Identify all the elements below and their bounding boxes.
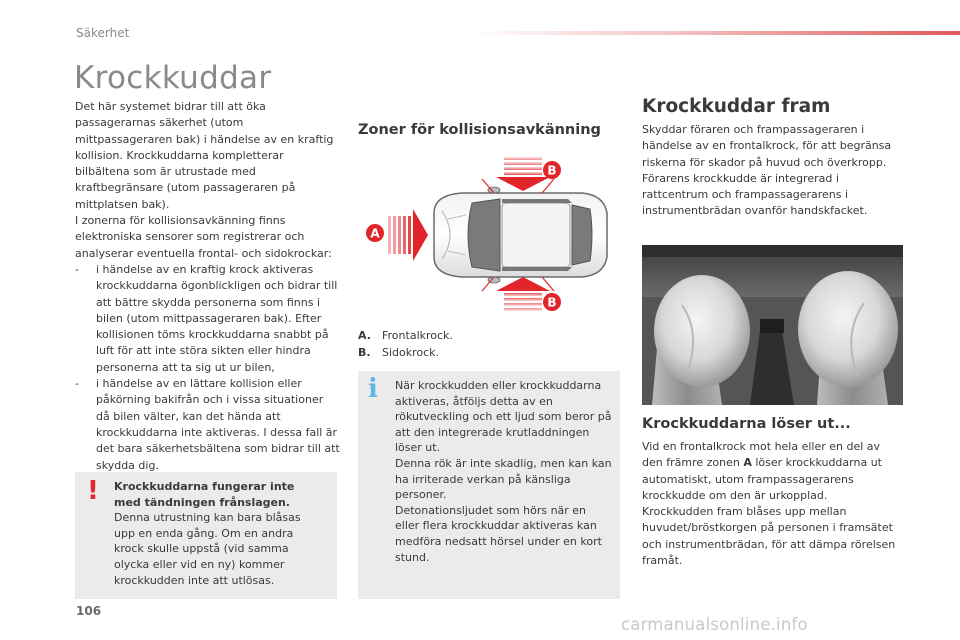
zone-b-label: B — [547, 163, 557, 178]
airbag-deployment-photo — [642, 245, 903, 405]
zone-b-label: B — [547, 295, 557, 310]
side-impact-arrow-top — [496, 157, 550, 191]
list-item — [75, 376, 340, 474]
airbag-photo-svg — [642, 245, 903, 405]
watermark: carmanualsonline.info — [621, 615, 808, 634]
intro-paragraph: I zonerna för kollisionsavkänning finns elektroniska sensorer som registrerar och analyserar eventuella frontal- och sidokrockar: — [75, 214, 332, 260]
info-box — [358, 371, 620, 599]
header-accent-bar — [470, 31, 960, 35]
zone-label-a — [366, 224, 384, 242]
deploy-text — [642, 439, 904, 569]
side-impact-arrow-bottom — [496, 277, 550, 311]
info-icon: i — [368, 374, 378, 404]
zones-legend — [358, 328, 453, 361]
car-diagram-svg — [362, 153, 620, 316]
bullet-text: i händelse av en lättare kollision eller påkörning bakifrån och i vissa situationer då bilen välter, kan det hända att krockkuddarna inte aktiveras. I dessa fall är det bara säkerhetsbältena som bidrar till att skydda dig. — [96, 377, 340, 472]
legend-item — [358, 328, 453, 345]
car-top-view — [434, 179, 607, 291]
warning-icon: ! — [87, 476, 99, 506]
info-line: Detonationsljudet som hörs när en eller flera krockkuddar aktiveras kan medföra nedsatt hörsel under en kort stund. — [395, 503, 602, 564]
zone-label-b-bottom — [543, 293, 561, 311]
intro-text — [75, 99, 340, 474]
list-item — [75, 262, 340, 376]
warning-body: Denna utrustning kan bara blåsas upp en enda gång. Om en andra krock skulle uppstå (vid samma olycka eller vid en ny) kommer krockkudden inte att utlösas. — [114, 511, 301, 587]
info-text — [395, 378, 613, 565]
section-label: Säkerhet — [76, 26, 130, 40]
front-airbags-heading: Krockkuddar fram — [642, 96, 831, 117]
zones-heading: Zoner för kollisionsavkänning — [358, 122, 601, 138]
zone-a-label: A — [370, 226, 380, 241]
legend-key: B. — [358, 345, 371, 359]
warning-text — [114, 479, 324, 588]
bullet-text: i händelse av en kraftig krock aktiveras krockkuddarna ögonblickligen och bidrar till att bättre skydda personerna som finns i bilen (utom mittpassageraren bak). Efter kollisionen töms krockkuddarna snabbt på luft för att inte störa sikten eller hindra personerna att ta sig ut ur bilen, — [96, 262, 338, 374]
warning-box — [75, 472, 337, 599]
deploy-heading: Krockkuddarna löser ut... — [642, 416, 851, 432]
legend-item — [358, 345, 453, 362]
intro-paragraph: Det här systemet bidrar till att öka passagerarnas säkerhet (utom mittpassageraren bak) i händelse av en kraftig kollision. Krockkuddarna kompletterar bilbältena som är utrustade med kraftbegränsare (utom passageraren på mittplatsen bak). — [75, 100, 334, 211]
bullet-marker: - — [75, 262, 79, 276]
zone-label-b-top — [543, 161, 561, 179]
front-airbags-text: Skyddar föraren och frampassageraren i händelse av en frontalkrock, för att begränsa riskerna för skador på huvud och överkropp. Förarens krockkudde är integrerad i rattcentrum och frampassagerarens i instrumentbrädan ovanför handskfacket. — [642, 123, 892, 218]
page-title: Krockkuddar — [74, 60, 272, 96]
deploy-paragraph — [642, 439, 904, 504]
warning-title: Krockkuddarna fungerar inte med tändningen frånslagen. — [114, 480, 295, 509]
legend-text: Frontalkrock. — [382, 329, 453, 342]
bullet-marker: - — [75, 377, 79, 391]
collision-zones-diagram — [362, 153, 620, 316]
deploy-zone: A — [743, 456, 752, 470]
deploy-text-before: Vid en frontalkrock mot hela eller en del av den främre zonen — [642, 440, 881, 470]
legend-text: Sidokrock. — [382, 345, 440, 359]
legend-key: A. — [358, 329, 371, 342]
info-line: Denna rök är inte skadlig, men kan kan ha irriterade verkan på känsliga personer. — [395, 456, 612, 502]
deploy-paragraph-2: Krockkudden fram blåses upp mellan huvudet/bröstkorgen på personen i framsätet och instrumentbrädan, för att dämpa rörelsen framåt. — [642, 505, 896, 568]
deploy-text-after: löser krockkuddarna ut automatiskt, utom frampassagerarens krockkudde om den är urkopplad. — [642, 456, 882, 502]
page-number: 106 — [76, 604, 102, 618]
frontal-impact-arrow — [388, 209, 428, 261]
info-line: När krockkudden eller krockkuddarna aktiveras, åtföljs detta av en rökutveckling och ett ljud som beror på att den integrerade krutladdningen löser ut. — [395, 379, 612, 455]
